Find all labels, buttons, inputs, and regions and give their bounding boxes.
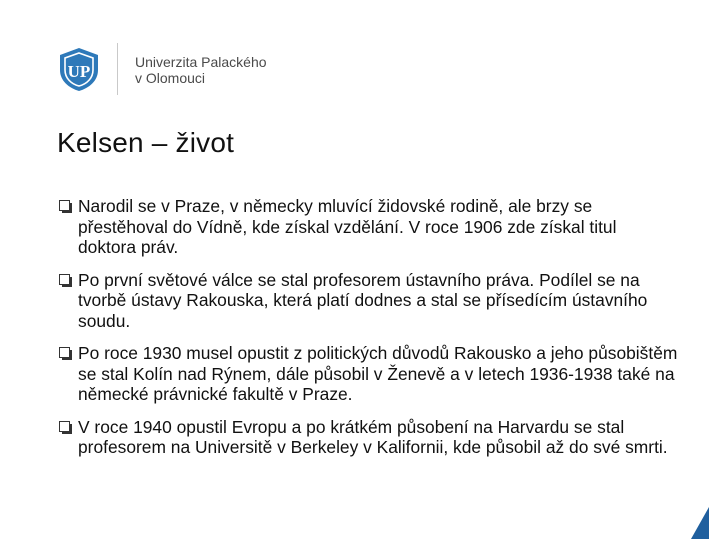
bullet-text: Po roce 1930 musel opustit z politických důvodů Rakousko a jeho působištěm se stal Kolín nad Rýnem, dále působil v Ženevě a v letech 1936-1938 také na německé právnické fakultě v Praze. [78,343,678,404]
slide-title: Kelsen – život [57,127,235,158]
university-name-line1: Univerzita Palackého [135,54,267,70]
bullet-item [59,196,679,258]
checkbox-q-icon [59,274,72,287]
bullet-item [59,417,679,458]
corner-decoration-icon [689,507,709,539]
university-name-line2: v Olomouci [135,70,206,86]
bullet-item [59,343,679,405]
checkbox-q-icon [59,347,72,360]
header-divider [117,43,118,95]
bullet-text: Po první světové válce se stal profesorem ústavního práva. Podílel se na tvorbě ústavy Rakouska, která platí dodnes a stal se přísedícím ústavního soudu. [78,269,648,331]
bullet-list [59,196,679,470]
bullet-text: V roce 1940 opustil Evropu a po krátkém působení na Harvardu se stal profesorem na Universitě v Berkeley v Kalifornii, kde působil až do své smrti. [78,416,668,457]
checkbox-q-icon [59,421,72,434]
university-name [135,54,267,86]
svg-text:UP: UP [67,62,91,81]
checkbox-q-icon [59,200,72,213]
bullet-item [59,270,679,332]
university-logo-icon [56,46,102,92]
bullet-text: Narodil se v Praze, v německy mluvící židovské rodině, ale brzy se přestěhoval do Vídně, kde získal vzdělání. V roce 1906 zde získal titul doktora práv. [78,196,617,257]
